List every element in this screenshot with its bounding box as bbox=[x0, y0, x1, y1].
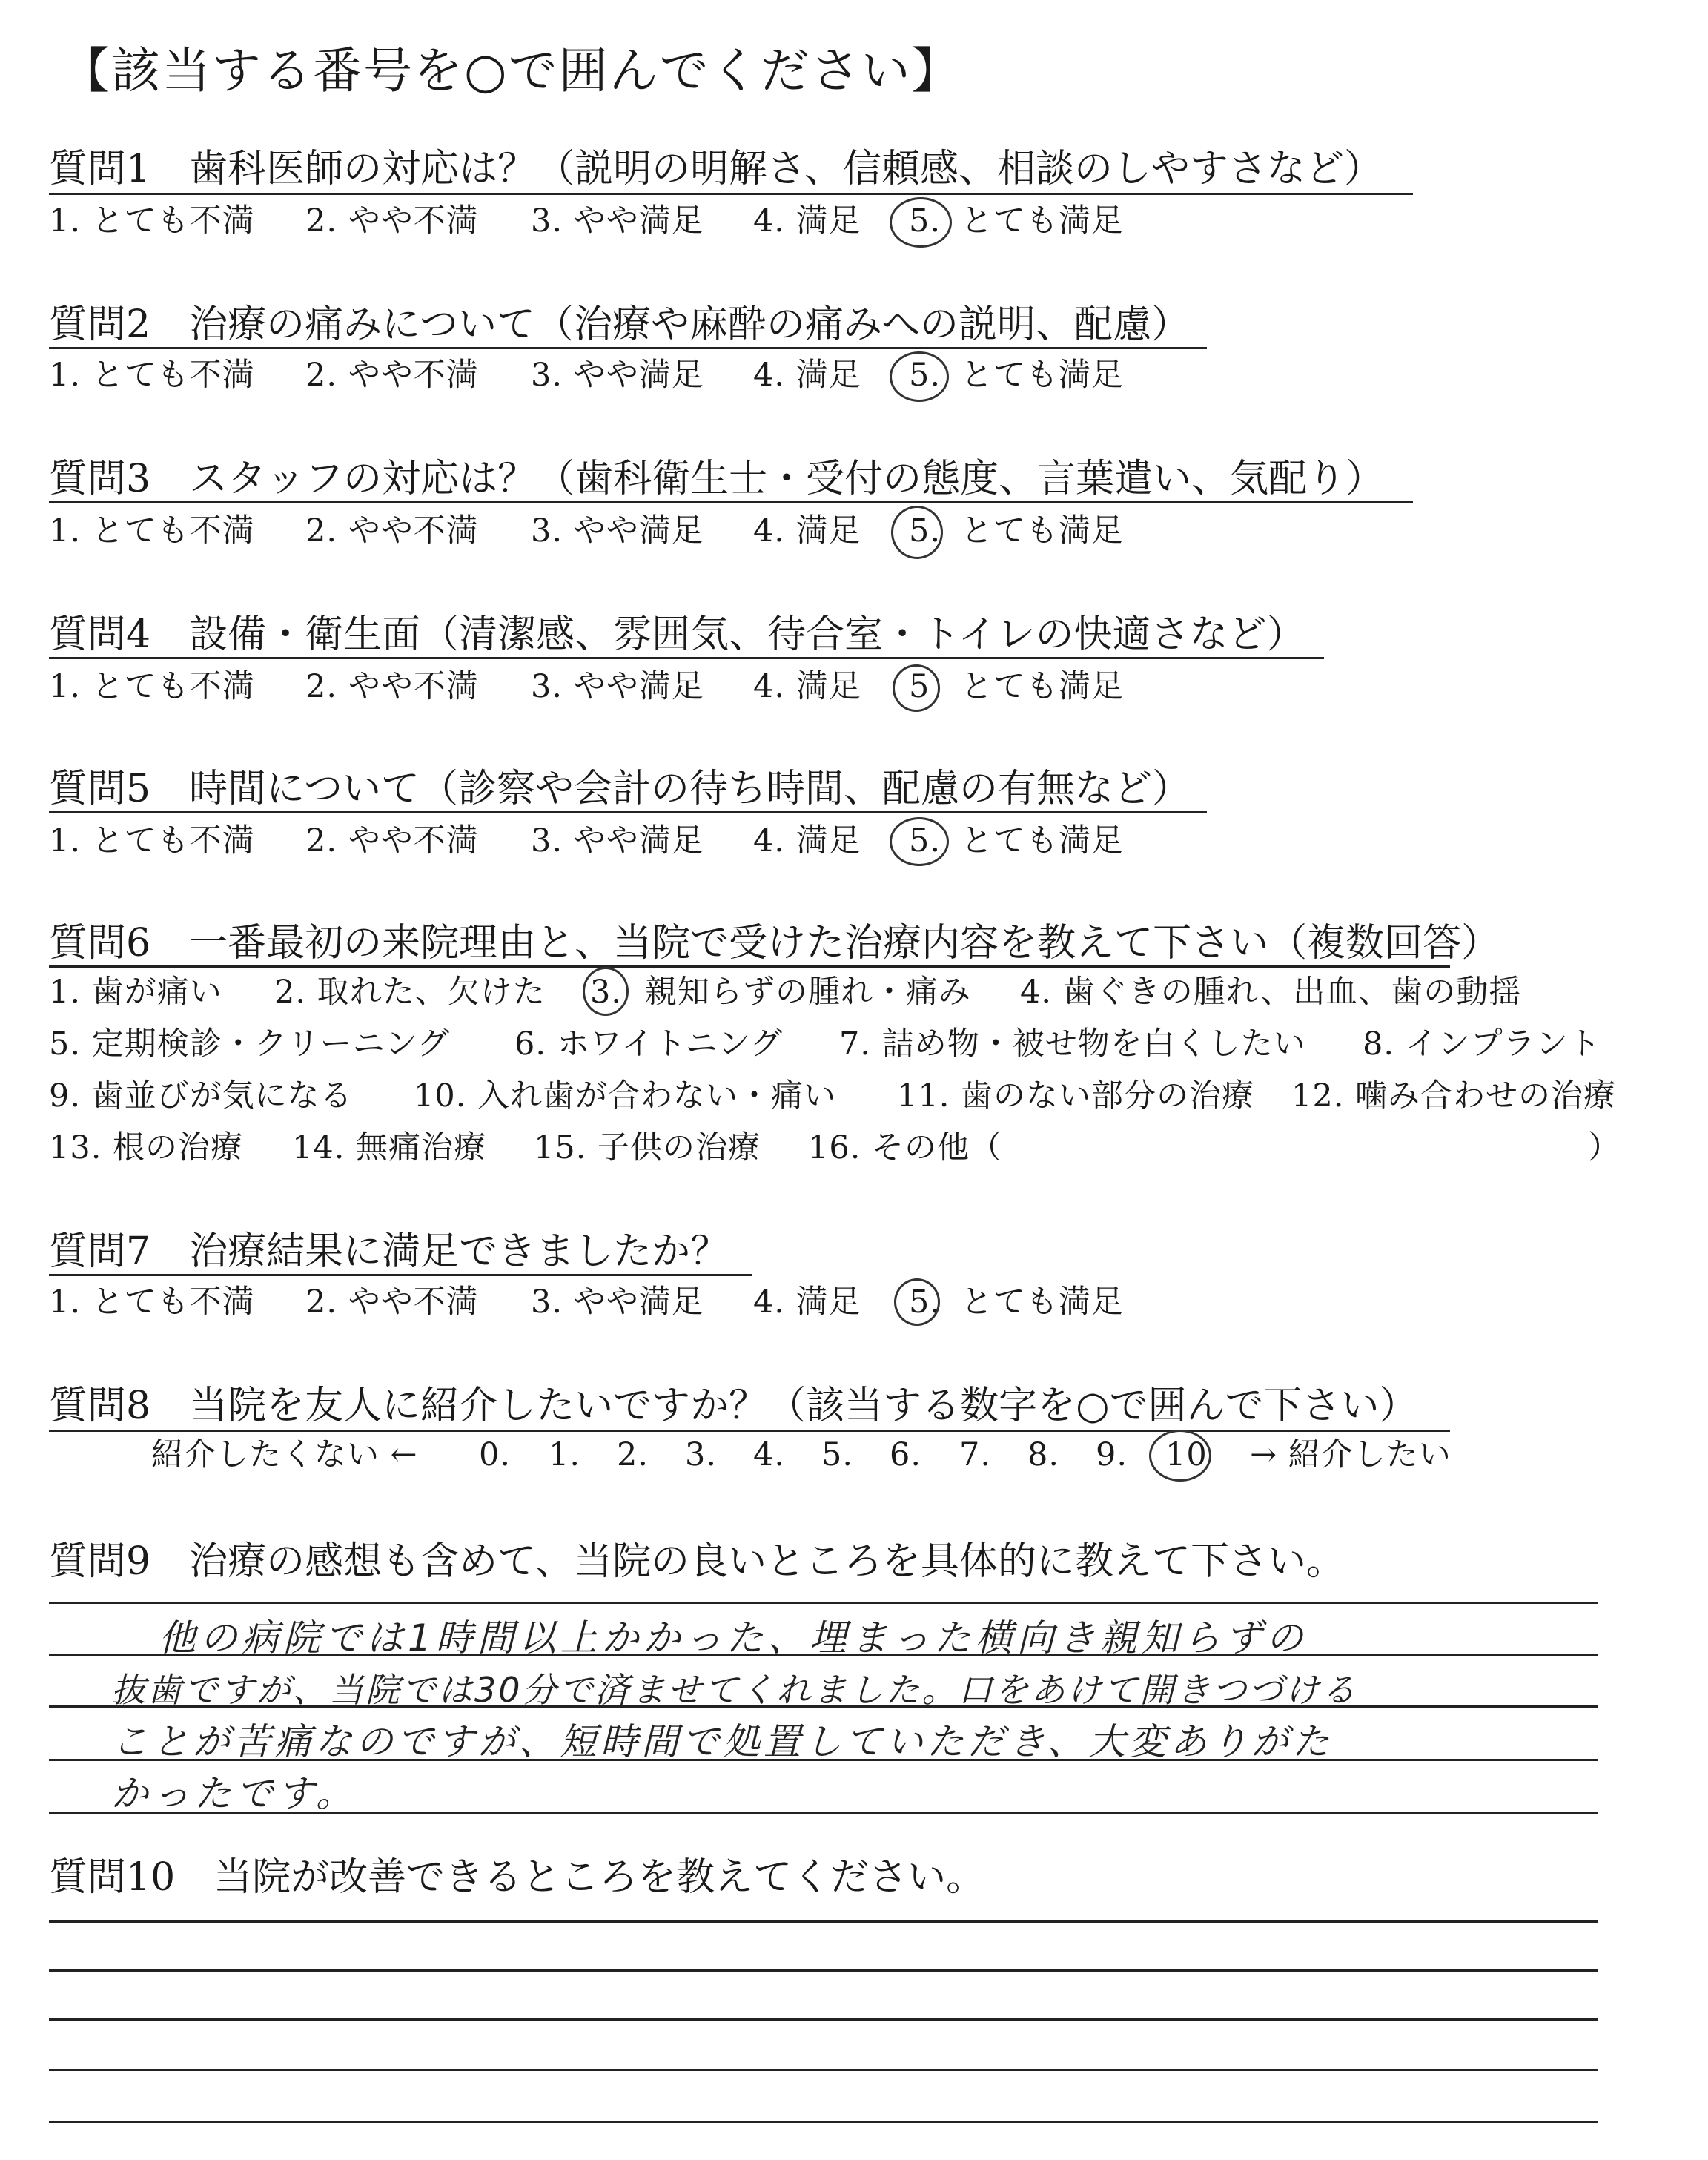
q5-option-2[interactable]: 2. やや不満 bbox=[305, 822, 479, 859]
q5-option-4[interactable]: 4. 満足 bbox=[753, 822, 861, 859]
question-7-title: 質問7 治療結果に満足できましたか？ bbox=[49, 1229, 729, 1274]
question-4-underline bbox=[49, 657, 1324, 659]
q8-scale-0[interactable]: 0. bbox=[479, 1436, 512, 1473]
q4-option-1[interactable]: 1. とても不満 bbox=[49, 668, 255, 705]
q7-selected-circle bbox=[894, 1278, 940, 1326]
q7-option-3[interactable]: 3. やや満足 bbox=[531, 1284, 704, 1321]
question-2-underline bbox=[49, 347, 1207, 349]
q1-option-3[interactable]: 3. やや満足 bbox=[531, 202, 704, 240]
q1-option-5-label: とても満足 bbox=[961, 202, 1124, 240]
q1-option-2[interactable]: 2. やや不満 bbox=[305, 202, 479, 240]
form-header: 【該当する番号を○で囲んでください】 bbox=[61, 42, 962, 99]
question-3-options bbox=[0, 510, 1708, 555]
question-2-title: 質問2 治療の痛みについて（治療や麻酔の痛みへの説明、配慮） bbox=[49, 303, 1191, 347]
q1-option-1[interactable]: 1. とても不満 bbox=[49, 202, 255, 240]
q7-option-4[interactable]: 4. 満足 bbox=[753, 1284, 861, 1321]
q9-answer-line-2: 抜歯ですが、当院では30分で済ませてくれました。口をあけて開きつづける bbox=[111, 1670, 1358, 1710]
q7-option-5[interactable]: 5. bbox=[909, 1284, 941, 1321]
q6-option-11[interactable]: 11. 歯のない部分の治療 bbox=[897, 1077, 1255, 1114]
q6-other-close-paren: ） bbox=[1588, 1129, 1621, 1166]
question-10-title: 質問10 当院が改善できるところを教えてください。 bbox=[49, 1855, 985, 1900]
question-7-options bbox=[0, 1281, 1708, 1326]
q8-selected-circle bbox=[1149, 1430, 1211, 1482]
q6-option-2[interactable]: 2. 取れた、欠けた bbox=[274, 974, 546, 1011]
question-5-underline bbox=[49, 811, 1207, 813]
question-3-title: 質問3 スタッフの対応は？（歯科衛生士・受付の態度、言葉遣い、気配り） bbox=[49, 457, 1385, 501]
question-8-scale bbox=[0, 1434, 1708, 1486]
q6-option-7[interactable]: 7. 詰め物・被せ物を白くしたい bbox=[839, 1025, 1306, 1063]
q1-selected-circle bbox=[890, 197, 952, 248]
question-1-underline bbox=[49, 193, 1413, 195]
question-4-title: 質問4 設備・衛生面（清潔感、雰囲気、待合室・トイレの快適さなど） bbox=[49, 612, 1305, 657]
q6-option-6[interactable]: 6. ホワイトニング bbox=[514, 1025, 783, 1063]
q4-option-2[interactable]: 2. やや不満 bbox=[305, 668, 479, 705]
q1-option-5[interactable]: 5. bbox=[909, 202, 941, 240]
q4-selected-circle bbox=[893, 664, 940, 712]
q8-scale-3[interactable]: 3. bbox=[685, 1436, 718, 1473]
q6-option-5[interactable]: 5. 定期検診・クリーニング bbox=[49, 1025, 450, 1063]
q6-option-4[interactable]: 4. 歯ぐきの腫れ、出血、歯の動揺 bbox=[1020, 974, 1522, 1011]
q6-option-3[interactable]: 3. bbox=[590, 974, 623, 1011]
question-4-options bbox=[0, 666, 1708, 710]
q2-selected-circle bbox=[890, 351, 949, 402]
q4-option-4[interactable]: 4. 満足 bbox=[753, 668, 861, 705]
question-6-underline bbox=[49, 965, 1450, 968]
q6-option-8[interactable]: 8. インプラント bbox=[1363, 1025, 1601, 1063]
q10-line-4 bbox=[49, 2121, 1598, 2123]
q6-option-13[interactable]: 13. 根の治療 bbox=[49, 1129, 244, 1166]
q6-option-1[interactable]: 1. 歯が痛い bbox=[49, 974, 222, 1011]
question-6-title: 質問6 一番最初の来院理由と、当院で受けた治療内容を教えて下さい（複数回答） bbox=[49, 921, 1500, 965]
q10-line-0 bbox=[49, 1920, 1598, 1923]
question-9-title: 質問9 治療の感想も含めて、当院の良いところを具体的に教えて下さい。 bbox=[49, 1539, 1345, 1584]
question-5-options bbox=[0, 820, 1708, 865]
q8-scale-2[interactable]: 2. bbox=[617, 1436, 649, 1473]
q1-option-4[interactable]: 4. 満足 bbox=[753, 202, 861, 240]
q3-option-4[interactable]: 4. 満足 bbox=[753, 512, 861, 549]
q5-option-5[interactable]: 5. bbox=[909, 822, 941, 859]
q6-option-12[interactable]: 12. 噛み合わせの治療 bbox=[1291, 1077, 1617, 1114]
q6-option-9[interactable]: 9. 歯並びが気になる bbox=[49, 1077, 353, 1114]
question-1-title: 質問1 歯科医師の対応は？（説明の明解さ、信頼感、相談のしやすさなど） bbox=[49, 147, 1383, 191]
q3-option-1[interactable]: 1. とても不満 bbox=[49, 512, 255, 549]
q7-option-5-label: とても満足 bbox=[961, 1284, 1124, 1321]
q6-option-15[interactable]: 15. 子供の治療 bbox=[534, 1129, 761, 1166]
q4-option-5-label: とても満足 bbox=[961, 668, 1124, 705]
q2-option-2[interactable]: 2. やや不満 bbox=[305, 357, 479, 394]
q8-scale-5[interactable]: 5. bbox=[821, 1436, 854, 1473]
q8-scale-10[interactable]: 10 bbox=[1165, 1436, 1208, 1473]
q6-option-16[interactable]: 16. その他（ bbox=[808, 1129, 1003, 1166]
q10-line-3 bbox=[49, 2069, 1598, 2071]
q8-scale-9[interactable]: 9. bbox=[1096, 1436, 1128, 1473]
q9-line-0 bbox=[49, 1602, 1598, 1604]
question-7-underline bbox=[49, 1274, 752, 1276]
q3-option-3[interactable]: 3. やや満足 bbox=[531, 512, 704, 549]
q5-option-5-label: とても満足 bbox=[961, 822, 1124, 859]
question-3-underline bbox=[49, 501, 1413, 503]
q6-option-3-label: 親知らずの腫れ・痛み bbox=[645, 974, 971, 1011]
q7-option-1[interactable]: 1. とても不満 bbox=[49, 1284, 255, 1321]
q4-option-3[interactable]: 3. やや満足 bbox=[531, 668, 704, 705]
q8-left-label: 紹介したくない ← bbox=[151, 1436, 418, 1473]
q10-line-2 bbox=[49, 2018, 1598, 2021]
question-8-underline bbox=[49, 1430, 1450, 1432]
question-2-options bbox=[0, 354, 1708, 399]
q2-option-5[interactable]: 5. bbox=[909, 357, 941, 394]
question-1-options bbox=[0, 200, 1708, 245]
q9-answer-line-4: かったです。 bbox=[111, 1772, 357, 1815]
q8-scale-6[interactable]: 6. bbox=[890, 1436, 922, 1473]
q8-scale-4[interactable]: 4. bbox=[753, 1436, 786, 1473]
q3-option-2[interactable]: 2. やや不満 bbox=[305, 512, 479, 549]
q6-option-10[interactable]: 10. 入れ歯が合わない・痛い bbox=[414, 1077, 837, 1114]
q9-answer-line-3: ことが苦痛なのですが、短時間で処置していただき、大変ありがた bbox=[111, 1720, 1333, 1763]
question-5-title: 質問5 時間について（診察や会計の待ち時間、配慮の有無など） bbox=[49, 767, 1191, 811]
question-8-title: 質問8 当院を友人に紹介したいですか？（該当する数字を○で囲んで下さい） bbox=[49, 1384, 1418, 1428]
q5-selected-circle bbox=[890, 817, 949, 866]
q2-option-4[interactable]: 4. 満足 bbox=[753, 357, 861, 394]
q10-line-1 bbox=[49, 1969, 1598, 1972]
q7-option-2[interactable]: 2. やや不満 bbox=[305, 1284, 479, 1321]
q6-option-14[interactable]: 14. 無痛治療 bbox=[292, 1129, 487, 1166]
q8-scale-7[interactable]: 7. bbox=[959, 1436, 992, 1473]
q6-selected-circle bbox=[583, 967, 629, 1016]
q3-selected-circle bbox=[891, 506, 943, 559]
q5-option-1[interactable]: 1. とても不満 bbox=[49, 822, 255, 859]
q2-option-1[interactable]: 1. とても不満 bbox=[49, 357, 255, 394]
q5-option-3[interactable]: 3. やや満足 bbox=[531, 822, 704, 859]
q8-scale-1[interactable]: 1. bbox=[549, 1436, 581, 1473]
q2-option-3[interactable]: 3. やや満足 bbox=[531, 357, 704, 394]
q9-answer-line-1: 他の病院では1時間以上かかった、埋まった横向き親知らずの bbox=[159, 1616, 1308, 1659]
q2-option-5-label: とても満足 bbox=[961, 357, 1124, 394]
q4-option-5[interactable]: 5 bbox=[909, 668, 930, 705]
q8-scale-8[interactable]: 8. bbox=[1027, 1436, 1060, 1473]
q8-right-label: → 紹介したい bbox=[1250, 1436, 1452, 1473]
q3-option-5[interactable]: 5. bbox=[909, 512, 941, 549]
question-6-options bbox=[0, 971, 1708, 1194]
q3-option-5-label: とても満足 bbox=[961, 512, 1124, 549]
